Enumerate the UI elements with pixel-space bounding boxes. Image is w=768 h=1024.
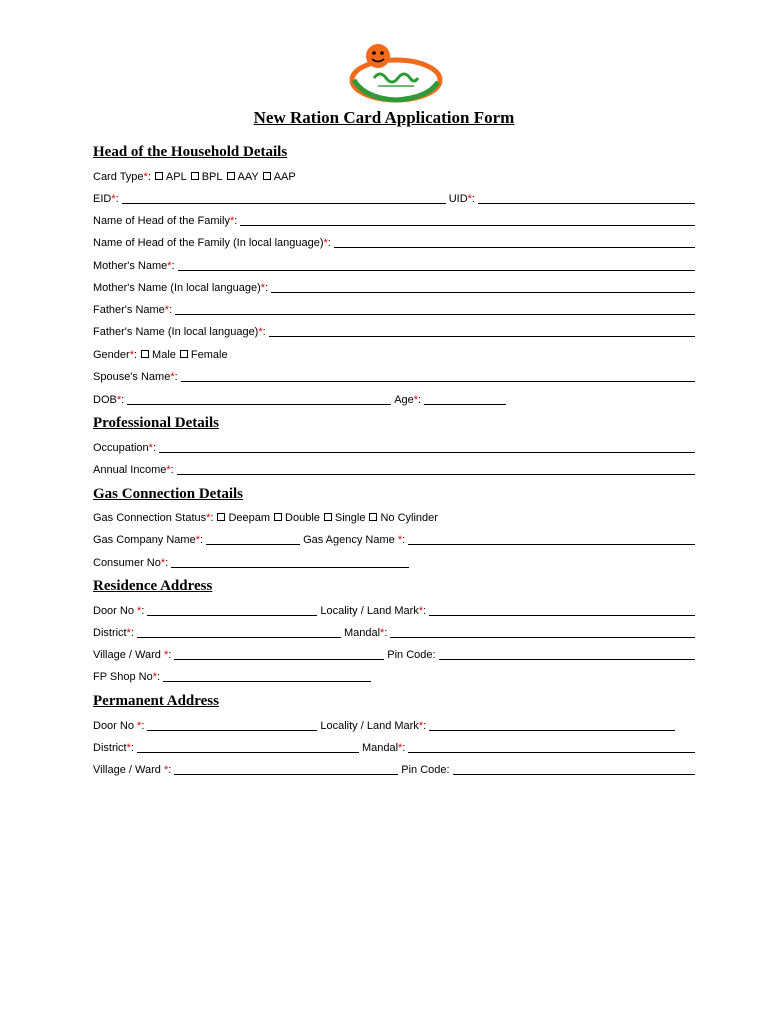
gas-double-option[interactable]: Double	[274, 511, 320, 525]
father-name-local-label: Father's Name (In local language)*:	[93, 326, 266, 338]
res-locality-field[interactable]	[429, 604, 695, 616]
checkbox-icon[interactable]	[217, 513, 225, 521]
uid-label: UID*:	[448, 193, 475, 205]
gender-row	[93, 348, 698, 362]
perm-district-label: District*:	[93, 742, 134, 754]
res-mandal-field[interactable]	[390, 626, 695, 638]
eid-field[interactable]	[122, 192, 446, 204]
perm-locality-label: Locality / Land Mark*:	[320, 720, 427, 732]
age-field[interactable]	[424, 393, 506, 405]
mother-name-field[interactable]	[178, 259, 695, 271]
perm-mandal-field[interactable]	[408, 741, 695, 753]
spouse-name-row	[93, 370, 698, 384]
head-name-field[interactable]	[240, 214, 695, 226]
occupation-label: Occupation*:	[93, 442, 156, 454]
card-type-row	[93, 170, 698, 184]
father-name-label: Father's Name*:	[93, 304, 173, 316]
res-door-row	[93, 604, 698, 618]
father-name-local-row	[93, 325, 698, 339]
perm-mandal-label: Mandal*:	[361, 742, 406, 754]
consumer-no-label: Consumer No*:	[93, 557, 169, 569]
card-type-label: Card Type*:	[93, 171, 151, 183]
mother-name-row	[93, 259, 698, 273]
res-door-field[interactable]	[147, 604, 317, 616]
dob-age-row	[93, 393, 698, 407]
perm-village-field[interactable]	[174, 763, 398, 775]
head-name-local-row	[93, 236, 698, 250]
annual-income-row	[93, 463, 698, 477]
res-district-row	[93, 626, 698, 640]
head-name-row	[93, 214, 698, 228]
res-locality-label: Locality / Land Mark*:	[320, 605, 427, 617]
perm-village-label: Village / Ward *:	[93, 764, 172, 776]
age-label: Age*:	[394, 394, 422, 406]
fp-shop-label: FP Shop No*:	[93, 671, 161, 683]
head-name-local-label: Name of Head of the Family (In local language)*:	[93, 237, 331, 249]
mother-name-local-label: Mother's Name (In local language)*:	[93, 282, 269, 294]
gas-agency-field[interactable]	[408, 533, 695, 545]
ration-card-logo	[344, 42, 448, 104]
dob-label: DOB*:	[93, 394, 125, 406]
head-name-local-field[interactable]	[334, 236, 695, 248]
perm-door-field[interactable]	[147, 719, 317, 731]
gender-female-option[interactable]: Female	[180, 348, 228, 362]
spouse-name-field[interactable]	[181, 370, 695, 382]
section-heading-head: Head of the Household Details	[93, 144, 288, 160]
eid-uid-row	[93, 192, 698, 206]
occupation-field[interactable]	[159, 441, 695, 453]
mother-name-local-field[interactable]	[271, 281, 695, 293]
gas-status-row	[93, 511, 698, 525]
perm-locality-field[interactable]	[429, 719, 675, 731]
gas-agency-label: Gas Agency Name *:	[303, 534, 406, 546]
res-pin-label: Pin Code:	[387, 649, 436, 661]
res-village-field[interactable]	[174, 648, 384, 660]
res-mandal-label: Mandal*:	[343, 627, 388, 639]
res-door-label: Door No *:	[93, 605, 145, 617]
checkbox-icon[interactable]	[155, 172, 163, 180]
occupation-row	[93, 441, 698, 455]
perm-door-label: Door No *:	[93, 720, 145, 732]
checkbox-icon[interactable]	[324, 513, 332, 521]
gas-company-label: Gas Company Name*:	[93, 534, 204, 546]
father-name-local-field[interactable]	[269, 325, 695, 337]
section-heading-gas: Gas Connection Details	[93, 486, 243, 502]
card-type-aay-option[interactable]: AAY	[227, 170, 259, 184]
uid-field[interactable]	[478, 192, 695, 204]
fp-shop-row	[93, 670, 698, 684]
section-heading-residence: Residence Address	[93, 578, 213, 594]
gas-deepam-option[interactable]: Deepam	[217, 511, 270, 525]
res-district-field[interactable]	[137, 626, 341, 638]
card-type-aap-option[interactable]: AAP	[263, 170, 296, 184]
consumer-no-field[interactable]	[171, 556, 409, 568]
consumer-no-row	[93, 556, 698, 570]
perm-village-row	[93, 763, 698, 777]
gas-company-row	[93, 533, 698, 547]
annual-income-field[interactable]	[177, 463, 695, 475]
form-title: New Ration Card Application Form	[253, 108, 515, 127]
checkbox-icon[interactable]	[180, 350, 188, 358]
checkbox-icon[interactable]	[191, 172, 199, 180]
head-name-label: Name of Head of the Family*:	[93, 215, 238, 227]
section-heading-professional: Professional Details	[93, 415, 219, 431]
checkbox-icon[interactable]	[274, 513, 282, 521]
perm-district-row	[93, 741, 698, 755]
res-district-label: District*:	[93, 627, 134, 639]
checkbox-icon[interactable]	[141, 350, 149, 358]
gender-male-option[interactable]: Male	[141, 348, 176, 362]
perm-pin-field[interactable]	[453, 763, 695, 775]
eid-label: EID*:	[93, 193, 119, 205]
checkbox-icon[interactable]	[369, 513, 377, 521]
mother-name-label: Mother's Name*:	[93, 260, 175, 272]
res-village-label: Village / Ward *:	[93, 649, 172, 661]
gas-status-label: Gas Connection Status*:	[93, 512, 214, 524]
gender-label: Gender*:	[93, 349, 138, 361]
gas-single-option[interactable]: Single	[324, 511, 366, 525]
perm-pin-label: Pin Code:	[401, 764, 450, 776]
dob-field[interactable]	[127, 393, 391, 405]
card-type-bpl-option[interactable]: BPL	[191, 170, 223, 184]
perm-door-row	[93, 719, 698, 733]
fp-shop-field[interactable]	[163, 670, 371, 682]
res-pin-field[interactable]	[439, 648, 695, 660]
perm-district-field[interactable]	[137, 741, 359, 753]
father-name-field[interactable]	[175, 303, 695, 315]
card-type-apl-option[interactable]: APL	[155, 170, 187, 184]
annual-income-label: Annual Income*:	[93, 464, 174, 476]
gas-company-field[interactable]	[206, 533, 300, 545]
checkbox-icon[interactable]	[263, 172, 271, 180]
father-name-row	[93, 303, 698, 317]
mother-name-local-row	[93, 281, 698, 295]
spouse-name-label: Spouse's Name*:	[93, 371, 178, 383]
gas-no-cylinder-option[interactable]: No Cylinder	[369, 511, 437, 525]
checkbox-icon[interactable]	[227, 172, 235, 180]
res-village-row	[93, 648, 698, 662]
section-heading-permanent: Permanent Address	[93, 693, 219, 709]
